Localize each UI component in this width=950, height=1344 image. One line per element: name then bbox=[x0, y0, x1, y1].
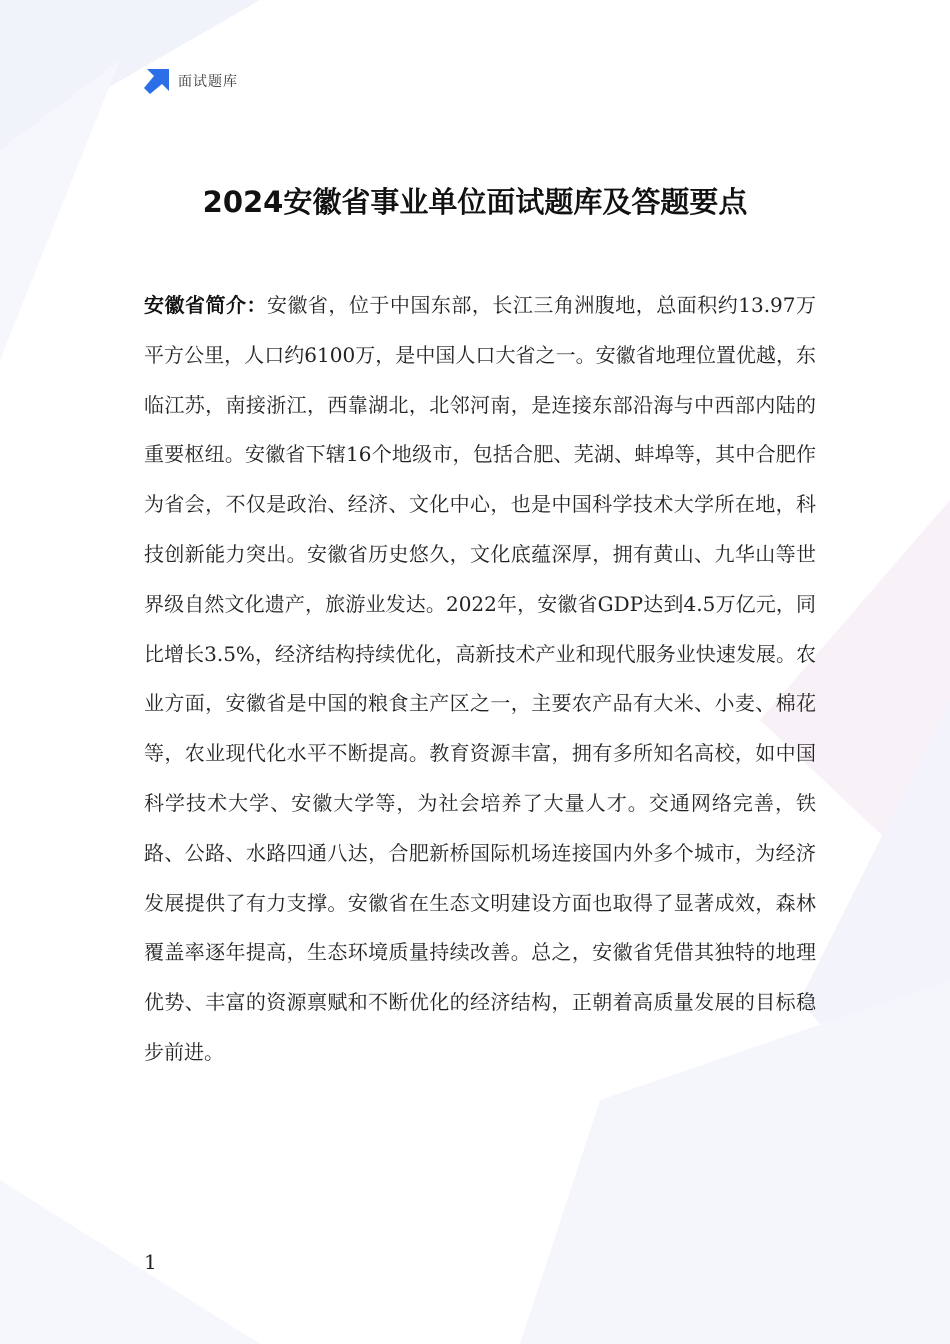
page-number: 1 bbox=[144, 1250, 157, 1274]
intro-label: 安徽省简介： bbox=[144, 293, 267, 317]
logo-text: 面试题库 bbox=[178, 74, 238, 90]
intro-paragraph bbox=[144, 281, 816, 1078]
arrow-up-right-icon bbox=[144, 68, 170, 94]
brand-logo bbox=[144, 68, 238, 94]
intro-text: 安徽省，位于中国东部，长江三角洲腹地，总面积约13.97万平方公里，人口约6100万，是中国人口大省之一。安徽省地理位置优越，东临江苏，南接浙江，西靠湖北，北邻河南，是连接东部沿海与中西部内陆的重要枢纽。安徽省下辖16个地级市，包括合肥、芜湖、蚌埠等，其中合肥作为省会，不仅是政治、经济、文化中心，也是中国科学技术大学所在地，科技创新能力突出。安徽省历史悠久，文化底蕴深厚，拥有黄山、九华山等世界级自然文化遗产，旅游业发达。2022年，安徽省GDP达到4.5万亿元，同比增长3.5%，经济结构持续优化，高新技术产业和现代服务业快速发展。农业方面，安徽省是中国的粮食主产区之一，主要农产品有大米、小麦、棉花等，农业现代化水平不断提高。教育资源丰富，拥有多所知名高校，如中国科学技术大学、安徽大学等，为社会培养了大量人才。交通网络完善，铁路、公路、水路四通八达，合肥新桥国际机场连接国内外多个城市，为经济发展提供了有力支撑。安徽省在生态文明建设方面也取得了显著成效，森林覆盖率逐年提高，生态环境质量持续改善。总之，安徽省凭借其独特的地理优势、丰富的资源禀赋和不断优化的经济结构，正朝着高质量发展的目标稳步前进。 bbox=[144, 293, 816, 1064]
document-title: 2024安徽省事业单位面试题库及答题要点 bbox=[202, 185, 748, 219]
